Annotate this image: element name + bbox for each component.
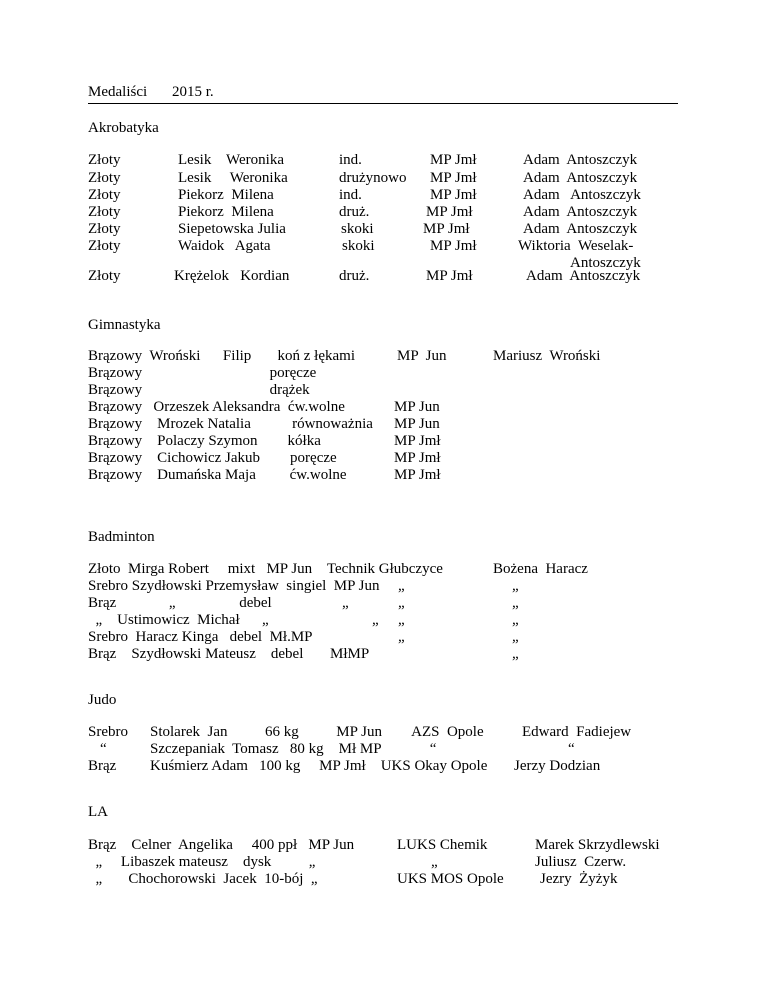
ditto-mark: „: [398, 629, 405, 645]
table-row: Złoto Mirga Robert mixt MP Jun Technik Głubczyce: [88, 561, 443, 577]
athlete-name: Piekorz Milena: [178, 187, 274, 203]
level: MP Jmł: [423, 221, 470, 237]
table-row: Brązowy drążek: [88, 382, 310, 398]
category: druż.: [339, 204, 370, 220]
category: druż.: [339, 268, 370, 284]
athlete-name: Lesik Weronika: [178, 152, 284, 168]
coach: Jezry Żyżyk: [540, 871, 618, 887]
level: MP Jmł: [430, 187, 477, 203]
ditto-mark: „: [512, 595, 519, 611]
level: MP Jmł: [394, 467, 441, 483]
medal: Złoty: [88, 170, 121, 186]
section-heading-badminton: Badminton: [88, 529, 155, 545]
athlete-name: Piekorz Milena: [178, 204, 274, 220]
category: skoki: [342, 238, 375, 254]
table-row: „ Ustimowicz Michał: [88, 612, 240, 628]
table-row: Brązowy Mrozek Natalia równoważnia: [88, 416, 373, 432]
ditto-mark: „: [398, 578, 405, 594]
page-title: Medaliści: [88, 84, 148, 100]
coach: Bożena Haracz: [493, 561, 588, 577]
table-row: Brązowy Dumańska Maja ćw.wolne: [88, 467, 347, 483]
athlete-name: Krężelok Kordian: [174, 268, 290, 284]
category: ind.: [339, 187, 362, 203]
coach: Adam Antoszczyk: [523, 204, 638, 220]
coach: Jerzy Dodzian: [514, 758, 601, 774]
ditto-mark: „: [398, 612, 405, 628]
level: MP Jmł: [394, 450, 441, 466]
level: MP Jmł: [430, 152, 477, 168]
level: MP Jmł: [426, 268, 473, 284]
category: ind.: [339, 152, 362, 168]
ditto-mark: „: [512, 612, 519, 628]
club: UKS MOS Opole: [397, 871, 504, 887]
athlete-name: Waidok Agata: [178, 238, 271, 254]
ditto-mark: „: [342, 595, 349, 611]
category: drużynowo: [339, 170, 407, 186]
page-year: 2015 r.: [172, 84, 214, 100]
coach: Edward Fadiejew: [522, 724, 632, 740]
table-row: Brązowy Wroński Filip koń z łękami: [88, 348, 356, 364]
table-row: Brąz Szydłowski Mateusz debel: [88, 646, 304, 662]
level: MP Jmł: [394, 433, 441, 449]
medal: Złoty: [88, 268, 121, 284]
table-row: Brązowy poręcze: [88, 365, 317, 381]
level: MłMP: [330, 646, 370, 662]
section-heading-akrobatyka: Akrobatyka: [88, 120, 159, 136]
table-row: Kuśmierz Adam 100 kg MP Jmł UKS Okay Opole: [150, 758, 488, 774]
coach: Antoszczyk: [570, 255, 641, 271]
medal: Złoty: [88, 152, 121, 168]
level: MP Jun: [394, 399, 440, 415]
athlete-name: Lesik Weronika: [178, 170, 288, 186]
coach: Adam Antoszczyk: [526, 268, 641, 284]
coach: “: [568, 741, 575, 757]
level: MP Jmł: [430, 238, 477, 254]
level: MP Jmł: [426, 204, 473, 220]
ditto-mark: „: [512, 646, 519, 662]
section-heading-gimnastyka: Gimnastyka: [88, 317, 161, 333]
table-row: Brąz Celner Angelika 400 ppł MP Jun: [88, 837, 355, 853]
coach: Adam Antoszczyk: [523, 152, 638, 168]
medal: Brąz: [88, 758, 117, 774]
medal: “: [100, 741, 107, 757]
medal: Złoty: [88, 221, 121, 237]
medal: Srebro: [88, 724, 128, 740]
coach: Adam Antoszczyk: [523, 170, 638, 186]
ditto-mark: „: [372, 612, 379, 628]
club: „: [431, 854, 438, 870]
level: MP Jmł: [430, 170, 477, 186]
athlete-name: Siepetowska Julia: [178, 221, 286, 237]
table-row: „ Chochorowski Jacek 10-bój „: [88, 871, 318, 887]
coach: Adam Antoszczyk: [523, 221, 638, 237]
ditto-mark: „: [398, 595, 405, 611]
level: MP Jun: [394, 416, 440, 432]
medal: Złoty: [88, 187, 121, 203]
table-row: „ Libaszek mateusz dysk „: [88, 854, 316, 870]
club: LUKS Chemik: [397, 837, 488, 853]
table-row: Szczepaniak Tomasz 80 kg Mł MP “: [150, 741, 437, 757]
header-rule: [88, 103, 678, 104]
coach: Wiktoria Weselak-: [518, 238, 634, 254]
coach: Adam Antoszczyk: [523, 187, 641, 203]
table-row: Brązowy Polaczy Szymon kółka: [88, 433, 321, 449]
table-row: Brąz „ debel: [88, 595, 272, 611]
coach: Marek Skrzydlewski: [535, 837, 660, 853]
medal: Złoty: [88, 204, 121, 220]
ditto-mark: „: [262, 612, 269, 628]
ditto-mark: „: [512, 578, 519, 594]
table-row: Srebro Szydłowski Przemysław singiel MP Jun: [88, 578, 380, 594]
level: MP Jun: [397, 348, 447, 364]
section-heading-la: LA: [88, 804, 108, 820]
section-heading-judo: Judo: [88, 692, 117, 708]
category: skoki: [341, 221, 374, 237]
coach: Juliusz Czerw.: [535, 854, 627, 870]
ditto-mark: „: [512, 629, 519, 645]
table-row: Srebro Haracz Kinga debel Mł.MP: [88, 629, 313, 645]
table-row: Stolarek Jan 66 kg MP Jun AZS Opole: [150, 724, 484, 740]
medal: Złoty: [88, 238, 121, 254]
table-row: Brązowy Cichowicz Jakub poręcze: [88, 450, 337, 466]
coach: Mariusz Wroński: [493, 348, 601, 364]
table-row: Brązowy Orzeszek Aleksandra ćw.wolne: [88, 399, 345, 415]
